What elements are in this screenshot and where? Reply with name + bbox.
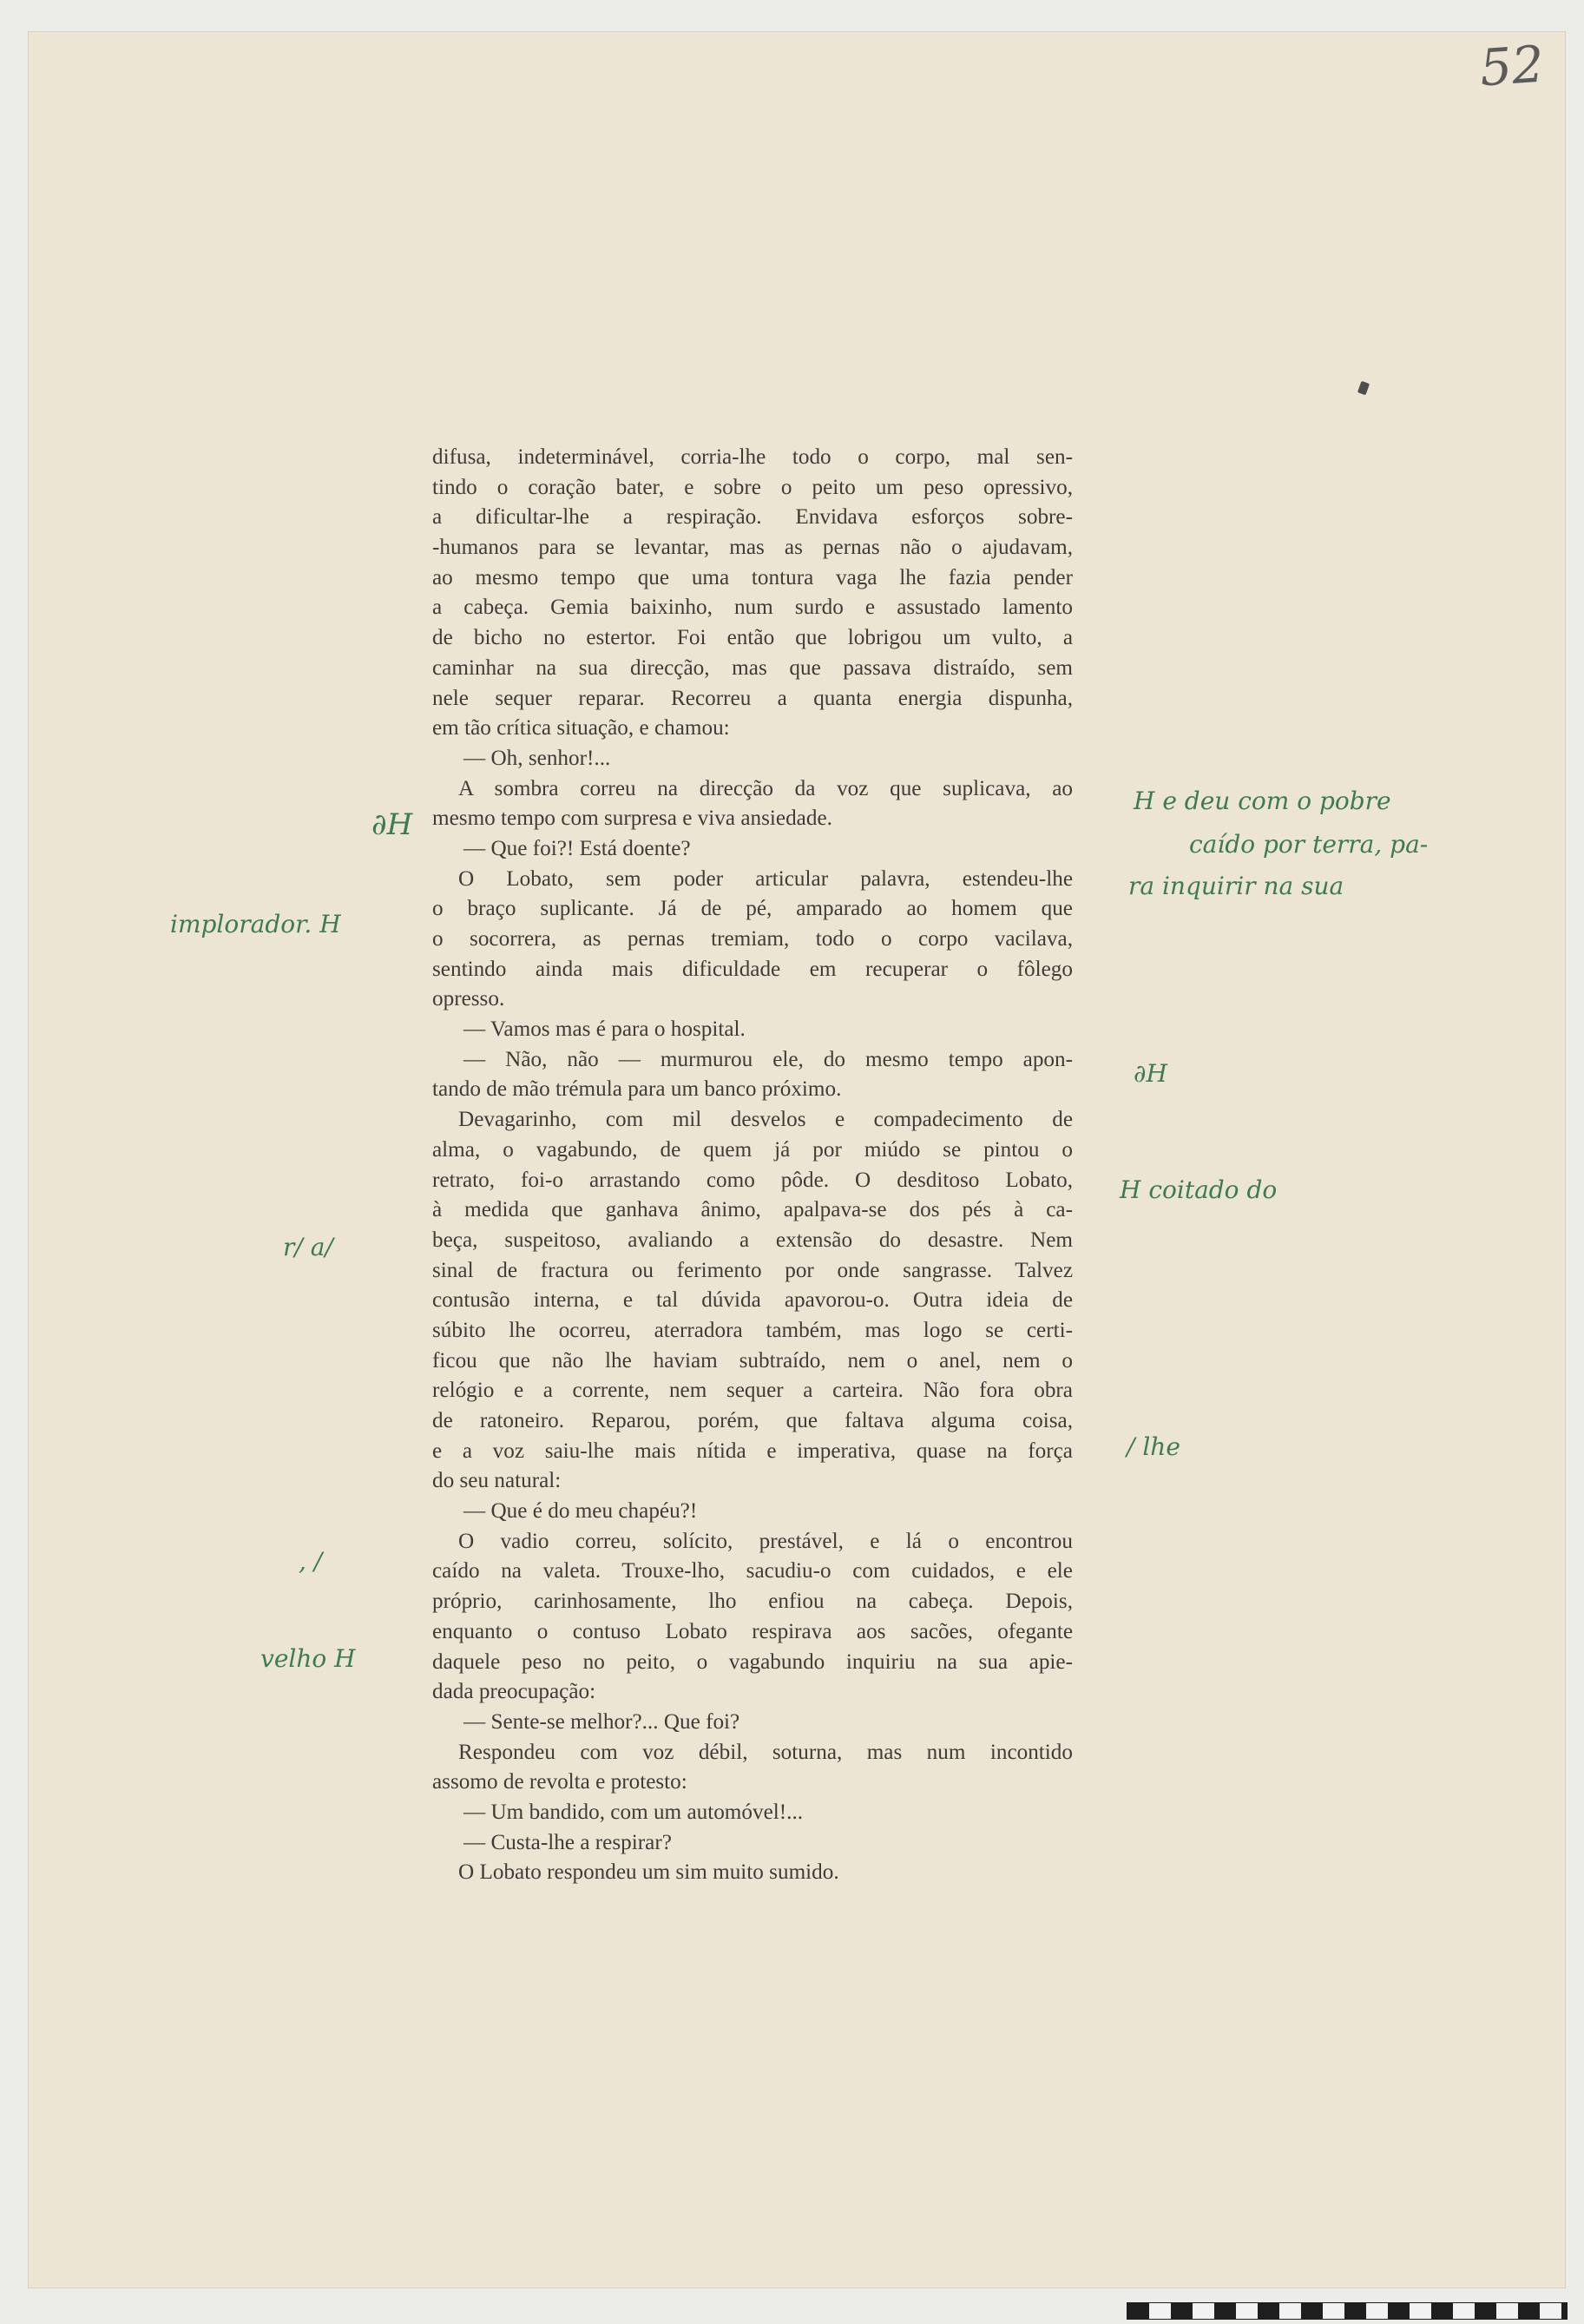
text-line: beça, suspeitoso, avaliando a extensão do desastre. Nem [432, 1228, 1073, 1252]
text-line: O vadio correu, solícito, prestável, e lá o encontrou [458, 1529, 1073, 1553]
text-line: próprio, carinhosamente, lho enfiou na cabeça. Depois, [432, 1590, 1073, 1614]
text-line: o braço suplicante. Já de pé, amparado ao homem que [432, 897, 1073, 921]
text-line: caminhar na sua direcção, mas que passava distraído, sem [432, 655, 1073, 680]
text-line: A sombra correu na direcção da voz que suplicava, ao [458, 776, 1073, 800]
text-line: relógio e a corrente, nem sequer a carteira. Não fora obra [432, 1379, 1073, 1403]
text-line: nele sequer reparar. Recorreu a quanta energia dispunha, [432, 686, 1073, 710]
text-line: tindo o coração bater, e sobre o peito um peso opressivo, [432, 475, 1073, 499]
margin-note-left: velho H [260, 1644, 356, 1673]
text-line: a dificultar-lhe a respiração. Envidava esforços sobre- [432, 505, 1073, 530]
text-line: de bicho no estertor. Foi então que lobrigou um vulto, a [432, 626, 1073, 650]
text-line: retrato, foi-o arrastando como pôde. O desditoso Lobato, [432, 1168, 1073, 1192]
text-line: do seu natural: [432, 1469, 562, 1493]
margin-note-left: r/ a/ [283, 1233, 333, 1261]
text-line: dada preocupação: [432, 1680, 596, 1704]
margin-note-right: / lhe [1127, 1432, 1180, 1461]
text-line: caído na valeta. Trouxe-lho, sacudiu-o com cuidados, e ele [432, 1559, 1073, 1583]
text-line: Devagarinho, com mil desvelos e compadecimento de [458, 1108, 1073, 1132]
text-line: difusa, indeterminável, corria-lhe todo o corpo, mal sen- [432, 445, 1073, 469]
text-line: O Lobato, sem poder articular palavra, estendeu-lhe [458, 866, 1073, 891]
text-line: — Vamos mas é para o hospital. [463, 1017, 746, 1042]
body-text [432, 443, 1073, 1888]
text-line: súbito lhe ocorreu, aterradora também, mas logo se certi- [432, 1318, 1073, 1342]
text-line: — Oh, senhor!... [463, 746, 611, 770]
text-line: e a voz saiu-lhe mais nítida e imperativa, quase na força [432, 1439, 1073, 1463]
text-line: Respondeu com voz débil, soturna, mas num incontido [458, 1740, 1073, 1764]
text-line: enquanto o contuso Lobato respirava aos sacões, ofegante [432, 1619, 1073, 1643]
text-line: — Que é do meu chapéu?! [463, 1499, 698, 1524]
text-line: mesmo tempo com surpresa e viva ansiedade. [432, 806, 832, 831]
margin-note-right: ra inquirir na sua [1128, 872, 1344, 900]
text-line: à medida que ganhava ânimo, apalpava-se dos pés à ca- [432, 1198, 1073, 1222]
text-line: -humanos para se levantar, mas as pernas não o ajudavam, [432, 536, 1073, 560]
margin-note-right: ∂H [1134, 1059, 1167, 1088]
text-line: em tão crítica situação, e chamou: [432, 716, 730, 741]
text-line: alma, o vagabundo, de quem já por miúdo se pintou o [432, 1137, 1073, 1162]
margin-note-left: ∂H [371, 807, 413, 842]
text-line: sinal de fractura ou ferimento por onde sangrasse. Talvez [432, 1258, 1073, 1282]
text-line: ficou que não lhe haviam subtraído, nem o anel, nem o [432, 1348, 1073, 1373]
margin-note-left: implorador. H [170, 910, 341, 938]
margin-note-left: , / [299, 1547, 323, 1576]
text-line: — Um bandido, com um automóvel!... [463, 1800, 804, 1824]
page-number: 52 [1477, 34, 1547, 98]
text-line: — Que foi?! Está doente? [463, 836, 691, 860]
color-scale-bar [1127, 2302, 1568, 2320]
text-line: tando de mão trémula para um banco próximo. [432, 1077, 842, 1102]
text-line: o socorrera, as pernas tremiam, todo o corpo vacilava, [432, 927, 1073, 951]
margin-note-right: caído por terra, pa- [1189, 830, 1429, 859]
text-line: sentindo ainda mais dificuldade em recuperar o fôlego [432, 957, 1073, 981]
margin-note-right: H coitado do [1120, 1175, 1278, 1204]
text-line: assomo de revolta e protesto: [432, 1770, 687, 1794]
text-line: de ratoneiro. Reparou, porém, que faltava alguma coisa, [432, 1409, 1073, 1432]
text-line: a cabeça. Gemia baixinho, num surdo e assustado lamento [432, 596, 1073, 620]
text-line: opresso. [432, 987, 505, 1011]
text-line: O Lobato respondeu um sim muito sumido. [458, 1860, 839, 1885]
text-line: daquele peso no peito, o vagabundo inquiriu na sua apie- [432, 1649, 1073, 1674]
text-line: — Sente-se melhor?... Que foi? [463, 1709, 740, 1734]
margin-note-right: H e deu com o pobre [1134, 787, 1391, 815]
text-line: ao mesmo tempo que uma tontura vaga lhe fazia pender [432, 565, 1073, 589]
text-line: contusão interna, e tal dúvida apavorou-o. Outra ideia de [432, 1288, 1073, 1313]
text-line: — Não, não — murmurou ele, do mesmo tempo apon- [463, 1047, 1073, 1071]
text-line: — Custa-lhe a respirar? [463, 1830, 672, 1854]
